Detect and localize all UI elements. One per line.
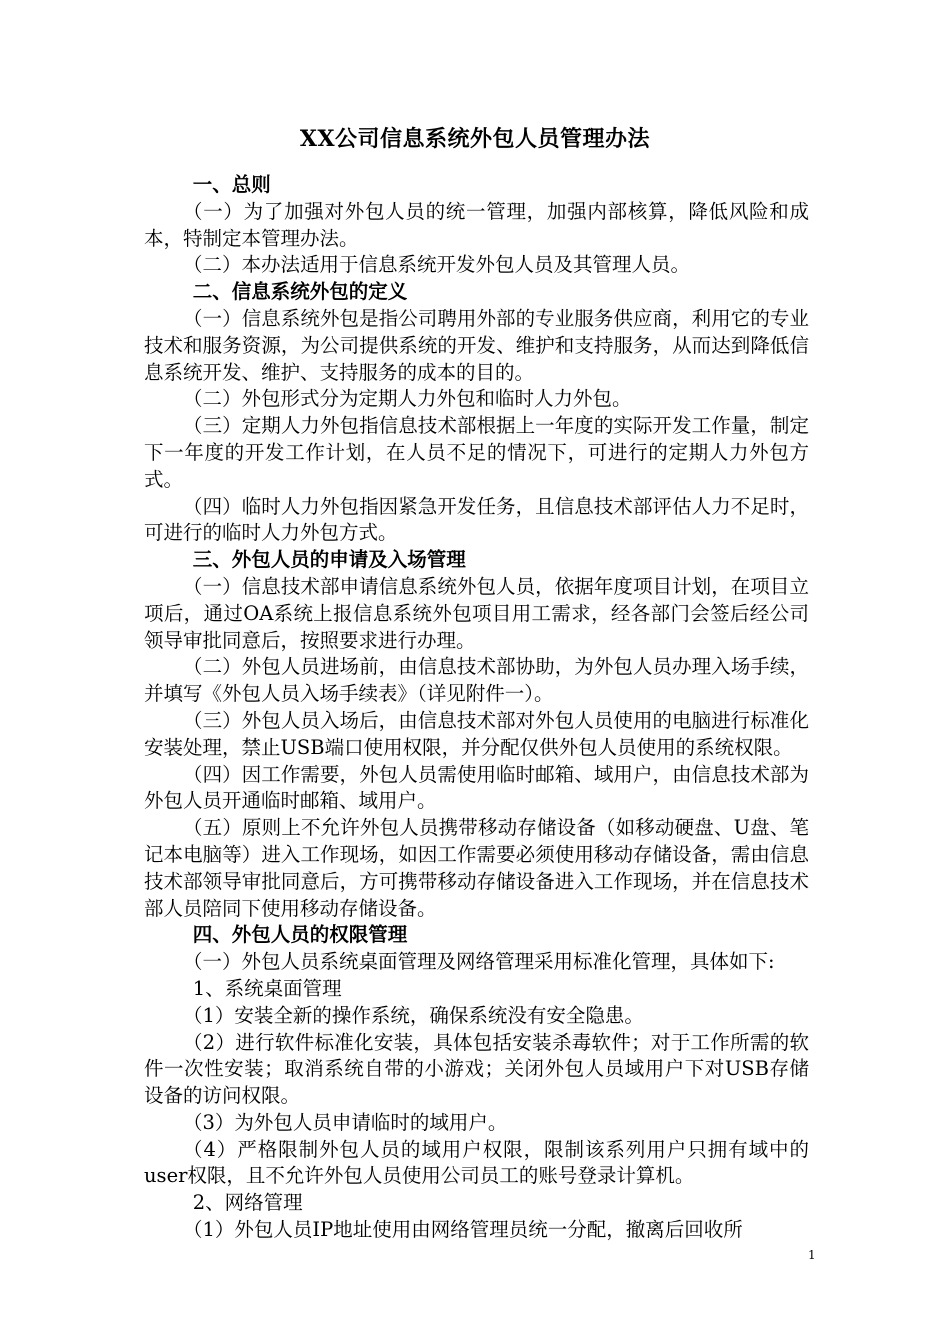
paragraph: （一）外包人员系统桌面管理及网络管理采用标准化管理，具体如下: (183, 950, 775, 974)
paragraph: （一）为了加强对外包人员的统一管理，加强内部核算，降低风险和成本，特制定本管理办法。 (144, 199, 809, 250)
list-item: （4）严格限制外包人员的域用户权限，限制该系列用户只拥有域中的user权限，且不允许外包人员使用公司员工的账号登录计算机。 (144, 1137, 809, 1188)
document-body (144, 172, 809, 1244)
paragraph: （三）定期人力外包指信息技术部根据上一年度的实际开发工作量，制定下一年度的开发工作计划，在人员不足的情况下，可进行的定期人力外包方式。 (144, 414, 809, 491)
paragraph: （二）外包人员进场前，由信息技术部协助，为外包人员办理入场手续，并填写《外包人员入场手续表》（详见附件一）。 (144, 655, 809, 706)
section-heading: 三、外包人员的申请及入场管理 (192, 548, 466, 572)
subsection-title: 2、网络管理 (192, 1191, 303, 1215)
section-heading: 二、信息系统外包的定义 (192, 280, 408, 304)
subsection-title: 1、系统桌面管理 (192, 976, 342, 1000)
list-item: （1）外包人员IP地址使用由网络管理员统一分配，撤离后回收所 (183, 1218, 743, 1242)
paragraph: （四）因工作需要，外包人员需使用临时邮箱、域用户，由信息技术部为外包人员开通临时邮箱、域用户。 (144, 762, 809, 813)
list-item: （2）进行软件标准化安装，具体包括安装杀毒软件；对于工作所需的软件一次性安装；取消系统自带的小游戏；关闭外包人员域用户下对USB存储设备的访问权限。 (144, 1030, 809, 1108)
document-title: XX公司信息系统外包人员管理办法 (299, 126, 651, 152)
paragraph: （四）临时人力外包指因紧急开发任务，且信息技术部评估人力不足时，可进行的临时人力外包方式。 (144, 494, 809, 545)
list-item: （1）安装全新的操作系统，确保系统没有安全隐患。 (183, 1003, 644, 1027)
section-heading: 四、外包人员的权限管理 (192, 923, 408, 947)
paragraph: （一）信息技术部申请信息系统外包人员，依据年度项目计划，在项目立项后，通过OA系统上报信息系统外包项目用工需求，经各部门会签后经公司领导审批同意后，按照要求进行办理。 (144, 574, 809, 652)
paragraph: （五）原则上不允许外包人员携带移动存储设备（如移动硬盘、U盘、笔记本电脑等）进入工作现场，如因工作需要必须使用移动存储设备，需由信息技术部领导审批同意后，方可携带移动存储设备进入工作现场，并在信息技术部人员陪同下使用移动存储设备。 (144, 816, 809, 920)
section-heading: 一、总则 (192, 173, 271, 196)
page-number: 1 (808, 1248, 816, 1262)
paragraph: （三）外包人员入场后，由信息技术部对外包人员使用的电脑进行标准化安装处理，禁止USB端口使用权限，并分配仅供外包人员使用的系统权限。 (144, 708, 809, 759)
paragraph: （二）外包形式分为定期人力外包和临时人力外包。 (183, 387, 632, 411)
paragraph: （二）本办法适用于信息系统开发外包人员及其管理人员。 (183, 253, 691, 277)
paragraph: （一）信息系统外包是指公司聘用外部的专业服务供应商，利用它的专业技术和服务资源，为公司提供系统的开发、维护和支持服务，从而达到降低信息系统开发、维护、支持服务的成本的目的。 (144, 306, 809, 384)
list-item: （3）为外包人员申请临时的域用户。 (183, 1110, 508, 1134)
